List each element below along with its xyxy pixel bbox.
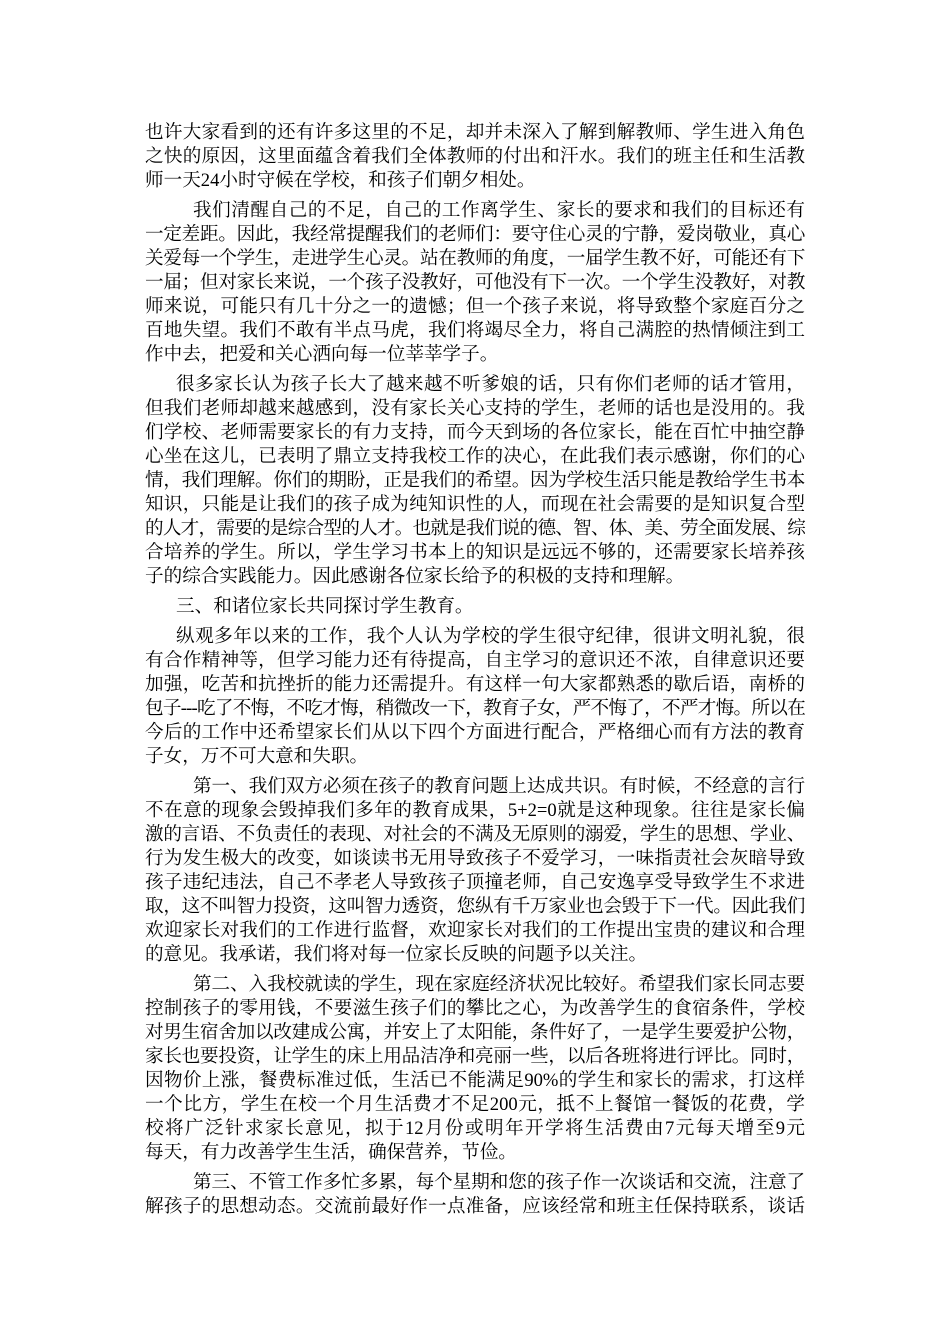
text-line: 一个比方，学生在校一个月生活费才不足200元，抵不上餐馆一餐饭的花费，学 xyxy=(145,1094,805,1115)
paragraph-point-2 xyxy=(145,973,805,1165)
paragraph-point-1 xyxy=(145,775,805,967)
text-line: 校将广泛针求家长意见，拟于12月份或明年开学将生活费由7元每天增至9元 xyxy=(145,1118,805,1139)
text-line: 纵观多年以来的工作，我个人认为学校的学生很守纪律，很讲文明礼貌，很 xyxy=(176,626,805,647)
text-line: 合培养的学生。所以，学生学习书本上的知识是远远不够的，还需要家长培养孩 xyxy=(145,542,805,563)
section-heading-3 xyxy=(145,595,805,619)
text-line: 加强，吃苦和抗挫折的能力还需提升。有这样一句大家都熟悉的歇后语，南桥的 xyxy=(145,674,805,695)
text-line: 很多家长认为孩子长大了越来越不听爹娘的话，只有你们老师的话才管用， xyxy=(176,374,805,395)
text-line: 有合作精神等，但学习能力还有待提高，自主学习的意识还不浓，自律意识还要 xyxy=(145,650,805,671)
text-line: 子女，万不可大意和失职。 xyxy=(145,746,369,767)
section-heading-text: 三、和诸位家长共同探讨学生教育。 xyxy=(176,596,474,617)
text-line: 一届；但对家长来说，一个孩子没教好，可他没有下一次。一个学生没教好，对教 xyxy=(145,272,805,293)
text-line: 也许大家看到的还有许多这里的不足，却并未深入了解到解教师、学生进入角色 xyxy=(145,122,805,143)
text-line: 之快的原因，这里面蕴含着我们全体教师的付出和汗水。我们的班主任和生活教 xyxy=(145,146,805,167)
text-line: 的意见。我承诺，我们将对每一位家长反映的问题予以关注。 xyxy=(145,944,648,965)
text-line: 心坐在这儿，已表明了鼎立支持我校工作的决心，在此我们表示感谢，你们的心 xyxy=(145,446,805,467)
text-line: 欢迎家长对我们的工作进行监督，欢迎家长对我们的工作提出宝贵的建议和合理 xyxy=(145,920,805,941)
text-line: 们学校、老师需要家长的有力支持，而今天到场的各位家长，能在百忙中抽空静 xyxy=(145,422,805,443)
text-line: 对男生宿舍加以改建成公寓，并安上了太阳能，条件好了，一是学生要爱护公物， xyxy=(145,1022,805,1043)
text-line: 情，我们理解。你们的期盼，正是我们的希望。因为学校生活只能是教给学生书本 xyxy=(145,470,805,491)
text-line: 师来说，可能只有几十分之一的遗憾；但一个孩子来说，将导致整个家庭百分之 xyxy=(145,296,805,317)
text-line: 激的言语、不负责任的表现、对社会的不满及无原则的溺爱，学生的思想、学业、 xyxy=(145,824,805,845)
text-line: 因物价上涨，餐费标准过低，生活已不能满足90%的学生和家长的需求，打这样 xyxy=(145,1070,805,1091)
text-line: 的人才，需要的是综合型的人才。也就是我们说的德、智、体、美、劳全面发展、综 xyxy=(145,518,805,539)
text-line: 百地失望。我们不敢有半点马虎，我们将竭尽全力，将自己满腔的热情倾注到工 xyxy=(145,320,805,341)
text-line: 每天，有力改善学生生活，确保营养，节俭。 xyxy=(145,1142,517,1163)
paragraph-self-reflection xyxy=(145,199,805,367)
text-line: 但我们老师却越来越感到，没有家长关心支持的学生，老师的话也是没用的。我 xyxy=(145,398,805,419)
text-line: 我们清醒自己的不足，自己的工作离学生、家长的要求和我们的目标还有 xyxy=(193,200,805,221)
text-line: 第三、不管工作多忙多累，每个星期和您的孩子作一次谈话和交流，注意了 xyxy=(193,1172,805,1193)
text-line: 行为发生极大的改变，如谈读书无用导致孩子不爱学习，一味指责社会灰暗导致 xyxy=(145,848,805,869)
text-line: 子的综合实践能力。因此感谢各位家长给予的积极的支持和理解。 xyxy=(145,566,685,587)
paragraph-parent-support xyxy=(145,373,805,589)
text-line: 一定差距。因此，我经常提醒我们的老师们：要守住心灵的宁静，爱岗敬业，真心 xyxy=(145,224,805,245)
text-line: 包子---吃了不悔，不吃才悔，稍微改一下，教育子女，严不悔了，不严才悔。所以在 xyxy=(145,698,805,719)
text-line: 知识，只能是让我们的孩子成为纯知识性的人，而现在社会需要的是知识复合型 xyxy=(145,494,805,515)
paragraph-point-3 xyxy=(145,1171,805,1219)
text-line: 取，这不叫智力投资，这叫智力透资，您纵有千万家业也会毁于下一代。因此我们 xyxy=(145,896,805,917)
text-line: 第一、我们双方必须在孩子的教育问题上达成共识。有时候，不经意的言行 xyxy=(193,776,805,797)
text-line: 不在意的现象会毁掉我们多年的教育成果，5+2=0就是这种现象。往往是家长偏 xyxy=(145,800,805,821)
text-line: 关爱每一个学生，走进学生心灵。站在教师的角度，一届学生教不好，可能还有下 xyxy=(145,248,805,269)
text-line: 孩子违纪违法，自己不孝老人导致孩子顶撞老师，自己安逸享受导致学生不求进 xyxy=(145,872,805,893)
text-line: 解孩子的思想动态。交流前最好作一点准备，应该经常和班主任保持联系，谈话 xyxy=(145,1196,805,1217)
text-line: 家长也要投资，让学生的床上用品洁净和亮丽一些，以后各班将进行评比。同时， xyxy=(145,1046,805,1067)
text-line: 第二、入我校就读的学生，现在家庭经济状况比较好。希望我们家长同志要 xyxy=(193,974,805,995)
paragraph-intro-continuation xyxy=(145,121,805,193)
text-line: 师一天24小时守候在学校，和孩子们朝夕相处。 xyxy=(145,170,536,191)
text-line: 今后的工作中还希望家长们从以下四个方面进行配合，严格细心而有方法的教育 xyxy=(145,722,805,743)
document-body xyxy=(145,121,805,1219)
text-line: 作中去，把爱和关心洒向每一位莘莘学子。 xyxy=(145,344,499,365)
text-line: 控制孩子的零用钱，不要滋生孩子们的攀比之心，为改善学生的食宿条件，学校 xyxy=(145,998,805,1019)
paragraph-overview xyxy=(145,625,805,769)
